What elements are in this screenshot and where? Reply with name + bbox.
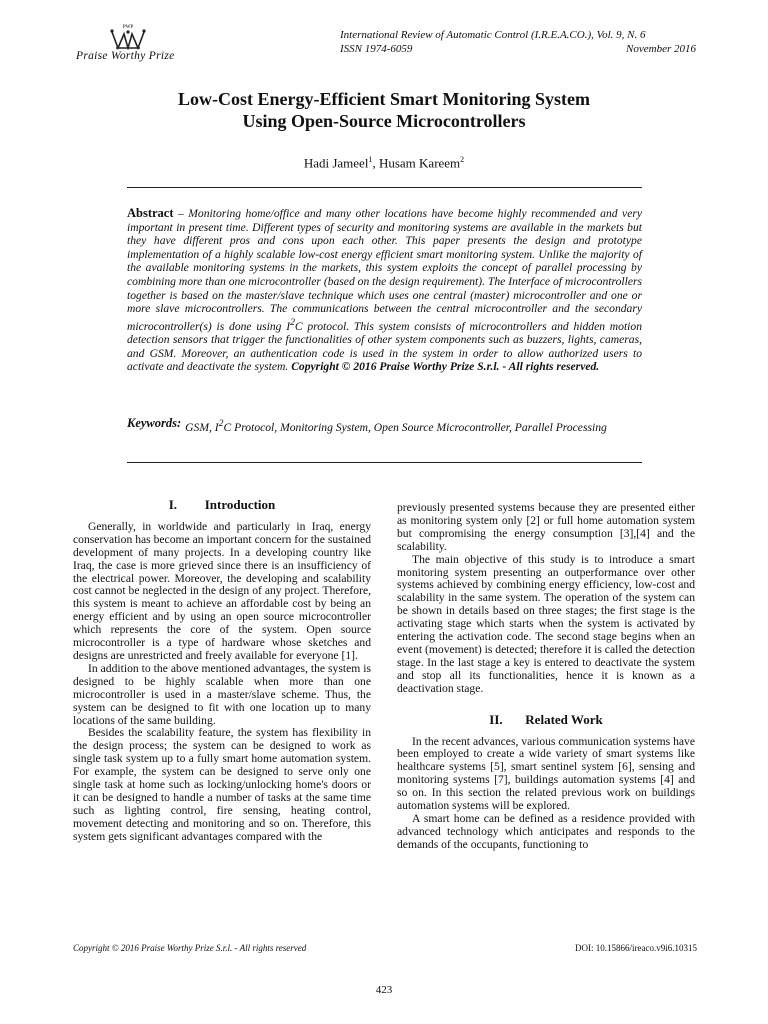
- intro-paragraph-3: Besides the scalability feature, the system has flexibility in the design process; the system can be designed to work as single task system up to a fully smart home automation system. For example, the system can be designed to serve only one single task at home such as locking/unlocking home's doors or it can be designed to handle a number of tasks at the same time such as lighting control, fire sensing, heating control, movement detecting and monitoring and so on. Therefore, this system gets significant advantages compared with the: [73, 726, 371, 843]
- section-1-title: Introduction: [204, 497, 276, 512]
- abstract-text-b: C protocol. This system consists of microcontrollers and hidden motion detection sensors that trigger the functionalities of other system components such as buzzers, lights, cameras, and GSM. Moreover, an authentication code is used in the system in order to allow authorized users to activate and deactivate the system.: [127, 319, 642, 374]
- journal-line: International Review of Automatic Control (I.R.E.A.CO.), Vol. 9, N. 6: [340, 29, 646, 41]
- intro-paragraph-2: In addition to the above mentioned advantages, the system is designed to be highly scalable when more than one microcontroller is used in a master/slave scheme. Thus, the system can be designed to fit with one location up to many locations of the same building.: [73, 661, 371, 727]
- page-footer: [73, 943, 697, 953]
- author-2: Husam Kareem: [378, 155, 461, 171]
- intro-paragraph-1: Generally, in worldwide and particularly in Iraq, energy conservation has become an important concern for the sustained development of many projects. In a developing country like Iraq, the case is more grieved since there is an insufficiency of the electrical power. Moreover, the developing and scalability cost cannot be neglected in the design of any project. Therefore, this system is meant to achieve an affordable cost by being an energy efficient and by using an open source microcontroller which represents the core of the system. Open source microcontroller is a type of hardware whose sketches and designs are unrestricted and freely available for everyone [1].: [73, 519, 371, 662]
- intro-paragraph-5: The main objective of this study is to introduce a smart monitoring system presenting an outperformance over other systems achieved by combining energy efficiency, low-cost and scalability in the same system. The operation of the system can be shown in details based on three stages; the first stage is the activating stage which starts when the system is activated by entering the activation code. The second stage begins when an event (movement) is detected; therefore it is called the detection stage. In the last stage a key is entered to deactivate the system and stop all its functionalities, hence it is known as a deactivation stage.: [397, 552, 695, 695]
- section-2-heading: [397, 711, 695, 727]
- author-1: Hadi Jameel: [303, 155, 369, 171]
- left-column: [73, 499, 371, 844]
- keywords-text-a: GSM, I: [185, 420, 219, 434]
- section-2-title: Related Work: [525, 711, 603, 727]
- keywords: [127, 417, 642, 434]
- section-2-number: II.: [489, 711, 503, 727]
- section-1-heading: [73, 499, 371, 512]
- abstract-text-a: Monitoring home/office and many other locations have become highly recommended and very important in present time. Different types of security and monitoring systems are available in the markets but they have different pros and cons upon each other. This paper presents the design and prototype implementation of a highly scalable low-cost energy efficient smart monitoring system. Unlike the majority of the available monitoring systems in the markets, this system exploits the concept of parallel processing by combining more than one microcontroller (based on the design requirement). The Interface of microcontrollers together is based on the master/slave technique which uses one central (master) microcontroller and one or more slave microcontrollers. The communications between the central microcontroller and the secondary microcontroller(s) is done using I: [127, 207, 642, 333]
- publisher-name: Praise Worthy Prize: [76, 50, 175, 62]
- divider-top: [127, 187, 642, 188]
- title-line-2: Using Open-Source Microcontrollers: [242, 111, 526, 131]
- author-2-affiliation: 2: [460, 155, 465, 164]
- related-paragraph-1: In the recent advances, various communication systems have been employed to create a wide variety of smart systems like healthcare systems [5], smart sentinel system [6], sensing and monitoring systems [7], buildings automation systems [4] and so on. In this section the related previous work on buildings automation systems will be explored.: [397, 734, 695, 813]
- logo-text: PWP: [122, 25, 134, 30]
- divider-bottom: [127, 462, 642, 463]
- paper-title: [90, 88, 678, 132]
- section-1-number: I.: [168, 497, 178, 512]
- keywords-superscript: 2: [218, 418, 224, 429]
- footer-copyright: Copyright © 2016 Praise Worthy Prize S.r.l. - All rights reserved: [73, 943, 307, 953]
- abstract-dash: –: [173, 207, 189, 220]
- title-line-1: Low-Cost Energy-Efficient Smart Monitoring System: [178, 89, 590, 109]
- abstract-copyright: Copyright © 2016 Praise Worthy Prize S.r.l. - All rights reserved.: [291, 360, 600, 374]
- keywords-label: Keywords: [127, 416, 177, 430]
- authors: [90, 155, 678, 171]
- issue-date: November 2016: [626, 43, 696, 55]
- intro-paragraph-4: previously presented systems because they are presented either as monitoring system only [2] or full home automation system but compromising the energy consumption [3],[4] and the scalability.: [397, 501, 695, 553]
- abstract-superscript: 2: [290, 316, 295, 328]
- publisher-logo: [76, 22, 194, 72]
- crown-logo-icon: [108, 22, 148, 50]
- author-1-affiliation: 1: [368, 155, 373, 164]
- abstract-label: Abstract: [127, 206, 174, 220]
- author-separator: ,: [372, 155, 379, 171]
- related-paragraph-2: A smart home can be defined as a residence provided with advanced technology which anticipates and responds to the demands of the occupants, functioning to: [397, 811, 695, 851]
- right-column: [397, 502, 695, 852]
- issn: ISSN 1974-6059: [340, 43, 413, 55]
- journal-header: [340, 28, 696, 56]
- page-number: 423: [375, 984, 393, 996]
- footer-doi: DOI: 10.15866/ireaco.v9i6.10315: [575, 943, 697, 953]
- keywords-colon: :: [177, 416, 182, 430]
- abstract: [127, 207, 642, 374]
- keywords-text-b: C Protocol, Monitoring System, Open Source Microcontroller, Parallel Processing: [223, 420, 607, 434]
